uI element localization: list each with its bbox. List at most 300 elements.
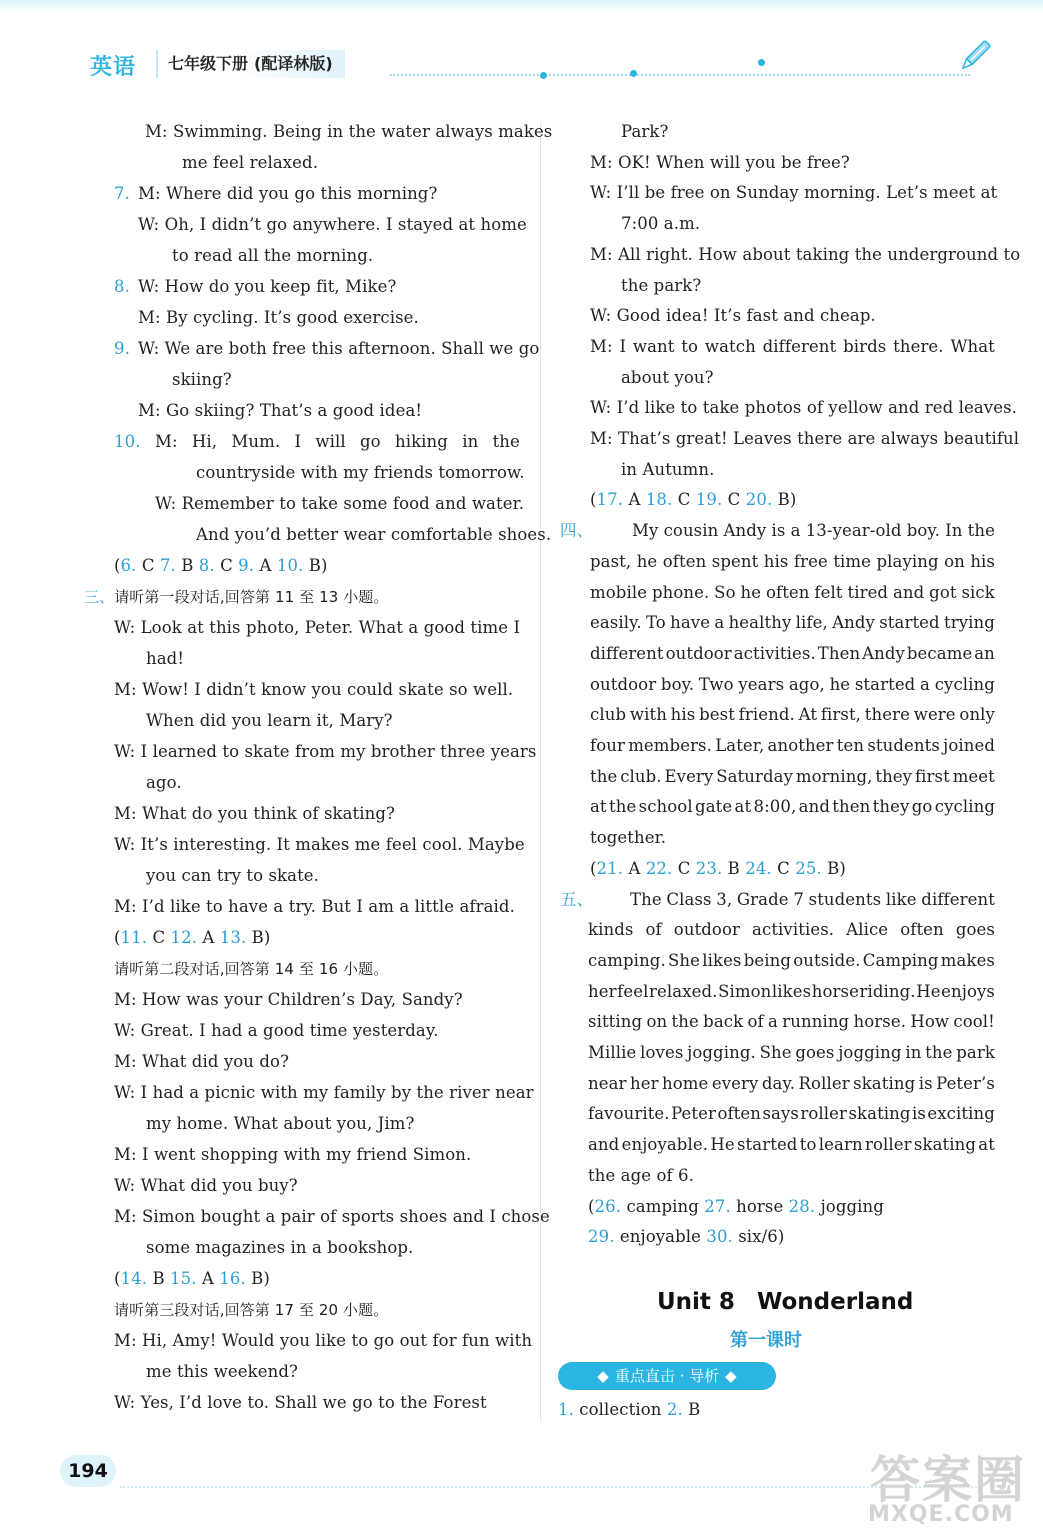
text-line: [588, 1074, 995, 1094]
text-line: M: Wow! I didn’t know you could skate so well.: [114, 680, 514, 699]
word: often: [900, 920, 944, 939]
answer-number: 24.: [745, 859, 772, 878]
text-line: M: What do you think of skating?: [114, 804, 396, 823]
word: friend.: [738, 705, 795, 724]
word: he: [740, 583, 762, 602]
word: a: [790, 521, 801, 540]
text-line: M: OK! When will you be free?: [590, 153, 850, 172]
text-line: me this weekend?: [146, 1362, 298, 1381]
text-line: [588, 1043, 995, 1063]
answer-number: 22.: [645, 859, 673, 878]
text-line: [590, 736, 995, 756]
text-line: W: I learned to skate from my brother three years: [114, 742, 537, 761]
pen-icon: [955, 36, 995, 76]
word: Alice: [846, 920, 889, 939]
answer-number: 28.: [788, 1197, 816, 1216]
word: M:: [590, 337, 613, 356]
word: and: [588, 1135, 620, 1154]
word: first: [914, 767, 950, 786]
word: likes: [771, 982, 812, 1001]
word: ago,: [788, 675, 825, 694]
section-marker: 三、: [84, 588, 115, 606]
word: his: [763, 552, 789, 571]
text-line: [588, 1012, 995, 1032]
word: How: [910, 1012, 950, 1031]
word: skating: [913, 1135, 977, 1154]
text-line: skiing?: [172, 370, 232, 389]
word: Peter: [671, 1104, 716, 1123]
word: an: [974, 644, 995, 663]
word: My: [632, 521, 659, 540]
word: goes: [795, 1043, 835, 1062]
word: the: [492, 432, 520, 451]
text-line: [590, 644, 995, 664]
word: phone.: [651, 583, 710, 602]
answer-number: 12.: [170, 928, 198, 947]
header-dot-mid: [758, 59, 765, 66]
text-line: [590, 797, 995, 817]
page-number: 194: [60, 1455, 116, 1487]
word: He: [710, 1135, 735, 1154]
word: In: [945, 521, 963, 540]
word: The: [630, 890, 662, 909]
word: club: [590, 705, 627, 724]
word: I: [619, 337, 627, 356]
word: says: [762, 1104, 799, 1123]
word: outdoor: [590, 675, 657, 694]
text-line: Park?: [621, 122, 669, 141]
text-line: the park?: [621, 276, 702, 295]
text-line: (11. C 12. A 13. B): [114, 928, 271, 947]
word: the: [590, 767, 618, 786]
text-line: ago.: [146, 773, 182, 792]
text-line: W: Oh, I didn’t go anywhere. I stayed at home: [138, 215, 527, 234]
word: of: [645, 920, 662, 939]
question-number: 10.: [114, 432, 141, 451]
grade-box: [156, 50, 345, 78]
word: at: [590, 797, 607, 816]
word: felt: [814, 583, 843, 602]
word: his: [970, 552, 995, 571]
word: Simon: [718, 982, 772, 1001]
word: became: [906, 644, 973, 663]
text-line: some magazines in a bookshop.: [146, 1238, 414, 1257]
text-line: W: Good idea! It’s fast and cheap.: [590, 306, 876, 325]
word: her: [588, 982, 617, 1001]
word: exciting: [927, 1104, 995, 1123]
word: kinds: [588, 920, 634, 939]
text-line: W: Remember to take some food and water.: [155, 494, 525, 513]
word: free: [793, 552, 828, 571]
answer-number: 19.: [695, 490, 723, 509]
word: watch: [704, 337, 756, 356]
word: Camping: [862, 951, 939, 970]
answer-number: 29.: [588, 1227, 615, 1246]
answer-number: 11.: [120, 928, 148, 947]
text-line: together.: [590, 828, 667, 847]
question-number: 9.: [114, 339, 130, 358]
word: goes: [955, 920, 995, 939]
header-dot-left: [630, 70, 637, 77]
word: best: [699, 705, 735, 724]
answer-number: 10.: [276, 556, 304, 575]
word: her: [629, 1074, 659, 1093]
word: enjoys: [941, 982, 995, 1001]
text-line: And you’d better wear comfortable shoes.: [196, 525, 552, 544]
word: camping.: [588, 951, 666, 970]
text-line: [155, 432, 520, 452]
answer-number: 9.: [238, 556, 255, 575]
text-line: W: Great. I had a good time yesterday.: [114, 1021, 439, 1040]
word: Class: [666, 890, 712, 909]
word: back: [703, 1012, 744, 1031]
word: activities.: [752, 920, 835, 939]
text-line: 29. enjoyable 30. six/6): [588, 1227, 785, 1246]
text-line: W: Look at this photo, Peter. What a good time I: [114, 618, 521, 637]
text-line: M: Hi, Amy! Would you like to go out for fun with: [114, 1331, 533, 1350]
unit-label: Unit 8: [657, 1289, 735, 1315]
word: at: [734, 797, 752, 816]
word: want: [632, 337, 675, 356]
word: at: [978, 1135, 995, 1154]
grade-label: 七年级下册: [168, 54, 249, 73]
word: his: [670, 705, 696, 724]
word: mobile: [590, 583, 648, 602]
column-divider: [540, 122, 541, 1422]
header-dot: [540, 72, 547, 79]
text-line: [590, 337, 995, 357]
word: 3,: [716, 890, 733, 909]
word: Mum.: [231, 432, 281, 451]
word: in: [462, 432, 479, 451]
text-line: W: I’d like to take photos of yellow and red leaves.: [590, 398, 1017, 417]
text-line: [590, 675, 995, 695]
answer-number: 17.: [596, 490, 624, 509]
watermark-logo: 答案圈: [870, 1451, 1026, 1509]
word: Two: [698, 675, 734, 694]
word: Andy: [723, 521, 767, 540]
word: a: [920, 675, 930, 694]
word: got: [929, 583, 957, 602]
word: of: [747, 1012, 764, 1031]
text-line: (21. A 22. C 23. B 24. C 25. B): [590, 859, 846, 878]
text-line: [590, 705, 995, 725]
word: first,: [820, 705, 862, 724]
text-line: W: Yes, I’d love to. Shall we go to the Forest: [114, 1393, 487, 1412]
text-line: [588, 1104, 995, 1124]
word: birds: [843, 337, 887, 356]
word: Andy: [832, 613, 875, 632]
word: years: [738, 675, 785, 694]
text-line: you can try to skate.: [146, 866, 320, 885]
text-line: (14. B 15. A 16. B): [114, 1269, 270, 1288]
word: running: [782, 1012, 850, 1031]
word: He: [916, 982, 941, 1001]
answer-number: 2.: [666, 1400, 683, 1419]
answer-number: 18.: [645, 490, 673, 509]
text-line: the age of 6.: [588, 1166, 695, 1185]
word: I: [294, 432, 302, 451]
word: sitting: [588, 1012, 643, 1031]
word: go: [360, 432, 381, 451]
text-line: 请听第三段对话,回答第 17 至 20 小题。: [114, 1301, 389, 1319]
word: he: [829, 675, 851, 694]
word: school: [638, 797, 693, 816]
answer-number: 13.: [219, 928, 247, 947]
text-line: [588, 982, 995, 1002]
text-line: 三、请听第一段对话,回答第 11 至 13 小题。: [84, 588, 389, 606]
text-line: 请听第二段对话,回答第 14 至 16 小题。: [114, 960, 389, 978]
answer-number: 7.: [159, 556, 176, 575]
word: like: [885, 890, 917, 909]
section-marker: 五、: [560, 890, 594, 909]
word: have: [670, 613, 711, 632]
word: another: [767, 736, 834, 755]
text-line: M: That’s great! Leaves there are always beautiful: [590, 429, 1020, 448]
unit-name: Wonderland: [756, 1289, 914, 1315]
word: gate: [695, 797, 733, 816]
word: easily.: [590, 613, 642, 632]
word: Then: [817, 644, 861, 663]
answer-number: 25.: [795, 859, 822, 878]
word: is: [912, 1104, 926, 1123]
text-line: M: I’d like to have a try. But I am a little afraid.: [114, 897, 515, 916]
text-line: M: By cycling. It’s good exercise.: [138, 308, 419, 327]
word: the: [925, 1043, 953, 1062]
text-line: [590, 613, 995, 633]
answer-number: 6.: [120, 556, 137, 575]
answer-number: 30.: [706, 1227, 733, 1246]
word: Every: [664, 767, 714, 786]
text-line: M: All right. How about taking the underground to: [590, 245, 1021, 264]
text-line: M: What did you do?: [114, 1052, 290, 1071]
word: relaxed.: [649, 982, 718, 1001]
word: is: [771, 521, 786, 540]
word: every: [711, 1074, 759, 1093]
text-line: [588, 1135, 995, 1155]
word: 13-year-old: [805, 521, 902, 540]
word: on: [646, 1012, 668, 1031]
word: students: [867, 736, 940, 755]
word: and: [798, 797, 830, 816]
text-line: When did you learn it, Mary?: [146, 711, 393, 730]
word: outside.: [793, 951, 861, 970]
word: Roller: [798, 1074, 850, 1093]
word: To: [645, 613, 666, 632]
word: on: [944, 552, 965, 571]
section-banner: [558, 1362, 776, 1390]
word: different: [921, 890, 995, 909]
answer-number: 14.: [120, 1269, 148, 1288]
text-line: [588, 920, 995, 940]
section-marker: 四、: [560, 521, 594, 540]
text-line: to read all the morning.: [172, 246, 374, 265]
answer-number: 27.: [704, 1197, 731, 1216]
word: the: [671, 1012, 699, 1031]
text-line: [630, 890, 995, 910]
top-band: [0, 0, 1043, 14]
answer-number: 26.: [594, 1197, 622, 1216]
word: Saturday: [716, 767, 794, 786]
word: often: [662, 552, 707, 571]
text-line: W: How do you keep fit, Mike?: [138, 277, 397, 296]
word: there: [864, 705, 910, 724]
word: Later,: [715, 736, 765, 755]
word: then: [832, 797, 871, 816]
text-line: me feel relaxed.: [182, 153, 319, 172]
word: outdoor: [673, 920, 740, 939]
answer-number: 23.: [695, 859, 723, 878]
text-line: M: I went shopping with my friend Simon.: [114, 1145, 472, 1164]
word: to: [799, 1135, 817, 1154]
word: started: [854, 675, 916, 694]
text-line: [590, 583, 995, 603]
word: trying: [943, 613, 995, 632]
word: enjoyable.: [621, 1135, 709, 1154]
word: near: [588, 1074, 627, 1093]
word: they: [872, 797, 910, 816]
word: time: [833, 552, 872, 571]
word: often: [717, 1104, 762, 1123]
word: Grade: [736, 890, 789, 909]
word: and: [892, 583, 925, 602]
text-line: M: How was your Children’s Day, Sandy?: [114, 990, 463, 1009]
word: past,: [590, 552, 632, 571]
text-line: (26. camping 27. horse 28. jogging: [588, 1197, 884, 1216]
word: So: [714, 583, 736, 602]
word: different: [590, 644, 664, 663]
word: She: [759, 1043, 792, 1062]
word: there.: [893, 337, 944, 356]
text-line: W: I had a picnic with my family by the river near: [114, 1083, 534, 1102]
word: riding.: [859, 982, 916, 1001]
word: hiking: [394, 432, 448, 451]
word: different: [762, 337, 837, 356]
diamond-icon: ◆: [597, 1367, 609, 1385]
diamond-icon: ◆: [725, 1367, 737, 1385]
word: they: [875, 767, 913, 786]
word: ten: [836, 736, 865, 755]
answer-number: 16.: [219, 1269, 246, 1288]
word: Peter’s: [936, 1074, 995, 1093]
text-line: my home. What about you, Jim?: [146, 1114, 415, 1133]
text-line: 7:00 a.m.: [621, 214, 701, 233]
word: jogging.: [687, 1043, 756, 1062]
word: horse: [811, 982, 859, 1001]
word: likes: [702, 951, 742, 970]
word: activities.: [733, 644, 816, 663]
word: sick: [961, 583, 995, 602]
answer-number: 20.: [745, 490, 773, 509]
word: learn: [818, 1135, 863, 1154]
text-line: W: We are both free this afternoon. Shall we go: [138, 339, 540, 358]
text-line: [590, 552, 995, 572]
word: Hi,: [191, 432, 218, 451]
word: often: [765, 583, 810, 602]
word: Andy: [862, 644, 905, 663]
edition-label: (配译林版): [254, 54, 333, 73]
text-line: M: Simon bought a pair of sports shoes and I chose: [114, 1207, 550, 1226]
page-header: [90, 46, 1000, 80]
lesson-title: 第一课时: [730, 1330, 802, 1351]
banner-text: 重点直击 · 导析: [614, 1367, 720, 1385]
word: What: [950, 337, 995, 356]
text-line: countryside with my friends tomorrow.: [196, 463, 525, 482]
word: healthy: [728, 613, 792, 632]
word: the: [608, 797, 637, 816]
word: skating: [848, 1104, 911, 1123]
word: jogging: [838, 1043, 902, 1062]
word: cousin: [663, 521, 719, 540]
word: life,: [795, 613, 828, 632]
word: will: [315, 432, 346, 451]
word: the: [967, 521, 995, 540]
header-dotted-line: [390, 74, 970, 76]
word: loves: [640, 1043, 684, 1062]
word: members.: [628, 736, 712, 755]
word: 7: [793, 890, 804, 909]
word: meet: [952, 767, 995, 786]
text-line: W: I’ll be free on Sunday morning. Let’s meet at: [590, 183, 998, 202]
word: roller: [800, 1104, 848, 1123]
word: M:: [155, 432, 178, 451]
text-line: about you?: [621, 368, 714, 387]
word: spent: [711, 552, 759, 571]
word: horse.: [853, 1012, 907, 1031]
answer-number: 21.: [596, 859, 624, 878]
word: cool!: [953, 1012, 995, 1031]
text-line: M: Go skiing? That’s a good idea!: [138, 401, 423, 420]
word: boy.: [906, 521, 940, 540]
unit-title: [657, 1289, 913, 1315]
answer-number: 1.: [558, 1400, 574, 1419]
word: were: [913, 705, 956, 724]
word: four: [590, 736, 625, 755]
word: he: [636, 552, 658, 571]
text-line: M: Swimming. Being in the water always makes: [145, 122, 553, 141]
word: to: [681, 337, 699, 356]
answer-number: 15.: [170, 1269, 197, 1288]
text-line: [632, 521, 995, 541]
answer-number: 8.: [198, 556, 215, 575]
word: a: [768, 1012, 778, 1031]
subject-label: 英语: [90, 55, 137, 80]
word: morning,: [795, 767, 873, 786]
word: park: [956, 1043, 995, 1062]
word: cycling: [934, 797, 995, 816]
text-line: [588, 951, 995, 971]
text-line: in Autumn.: [621, 460, 715, 479]
word: a: [714, 613, 725, 632]
word: skating: [853, 1074, 916, 1093]
word: feel: [617, 982, 649, 1001]
word: is: [918, 1074, 933, 1093]
unit-answers-line: 1. collection 2. B: [558, 1400, 701, 1419]
text-line: had!: [146, 649, 185, 668]
word: home: [662, 1074, 709, 1093]
word: favourite.: [588, 1104, 670, 1123]
word: started: [879, 613, 940, 632]
word: started: [736, 1135, 798, 1154]
watermark: [840, 1440, 1030, 1530]
text-line: (6. C 7. B 8. C 9. A 10. B): [114, 556, 328, 575]
word: cycling: [934, 675, 995, 694]
text-line: W: It’s interesting. It makes me feel cool. Maybe: [114, 835, 525, 854]
word: in: [905, 1043, 922, 1062]
word: club.: [620, 767, 662, 786]
word: 8:00,: [753, 797, 797, 816]
word: roller: [864, 1135, 912, 1154]
